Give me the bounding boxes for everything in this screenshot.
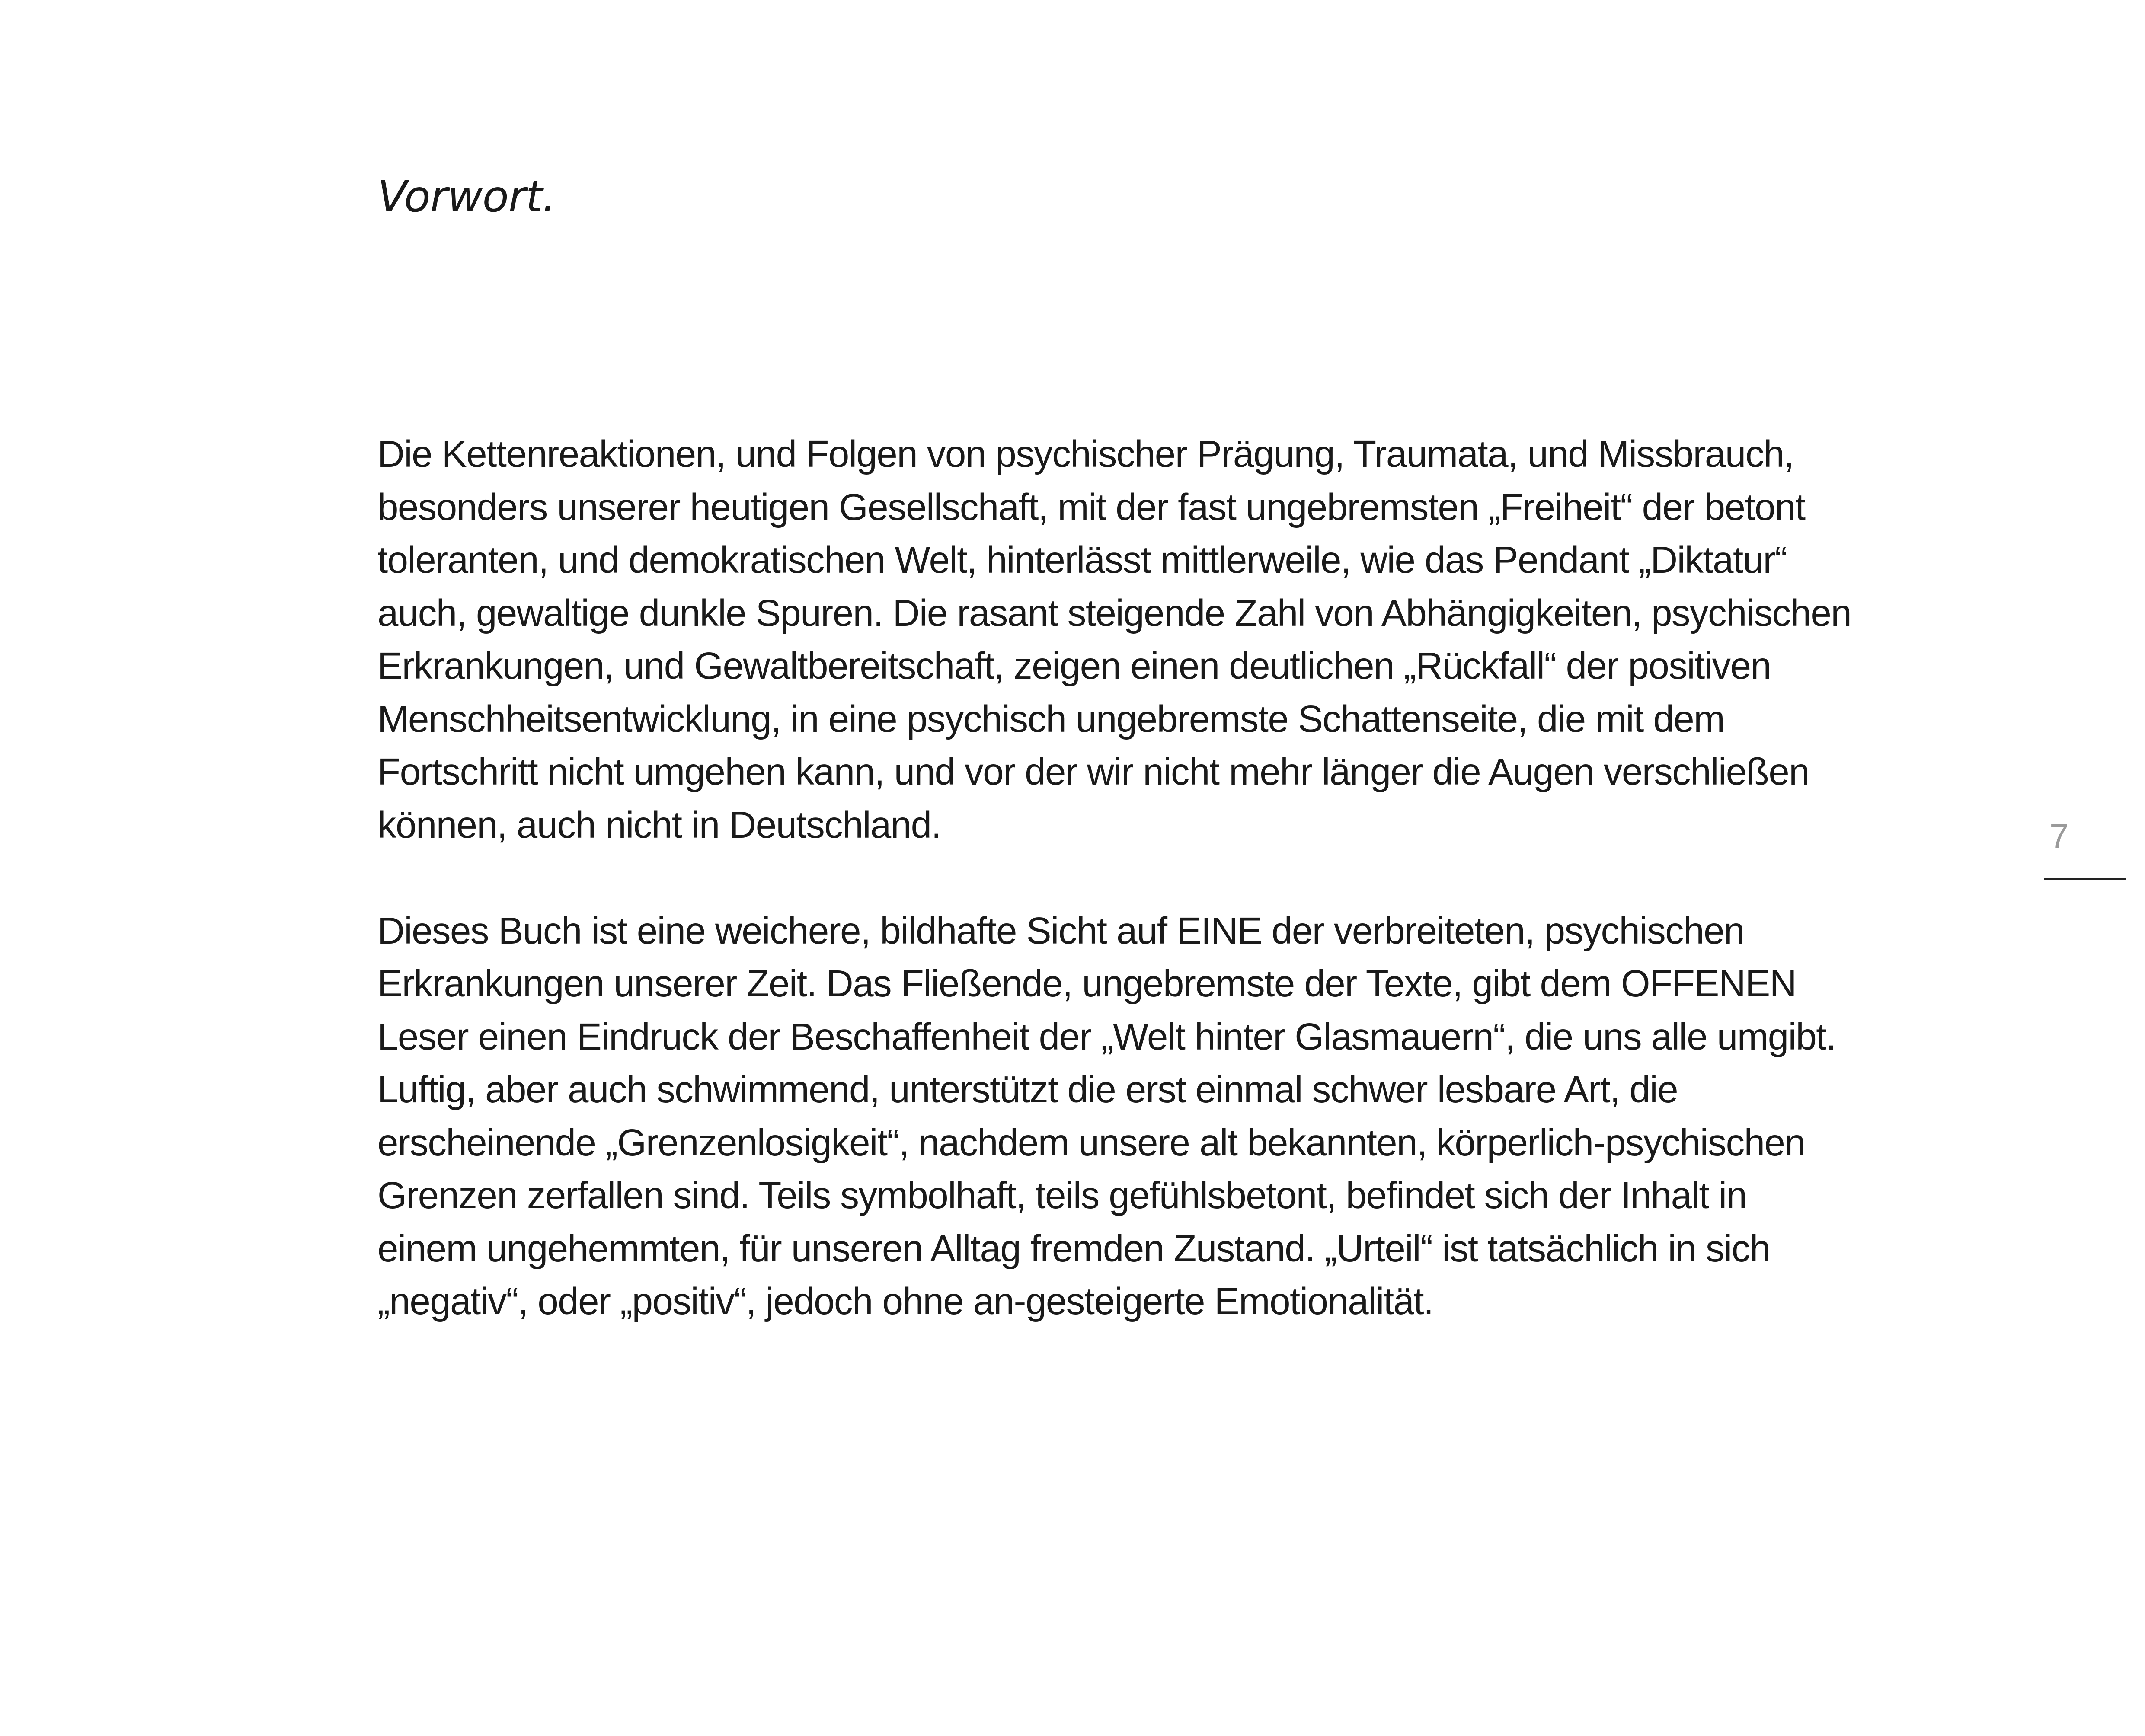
text-line: können, auch nicht in Deutschland. (377, 804, 941, 846)
page-number: 7 (2049, 817, 2069, 855)
chapter-heading: Vorwort. (377, 171, 556, 222)
text-line: Menschheitsentwicklung, in eine psychisch ungebremste Schattenseite, die mit dem (377, 698, 1725, 740)
page-number-rule (2044, 878, 2126, 880)
text-line: einem ungehemmten, für unseren Alltag fremden Zustand. „Urteil“ ist tatsächlich in sich (377, 1227, 1770, 1270)
text-line: Grenzen zerfallen sind. Teils symbolhaft, teils gefühlsbetont, befindet sich der Inhalt in (377, 1174, 1747, 1216)
paragraph-2 (377, 905, 2020, 1328)
text-line: auch, gewaltige dunkle Spuren. Die rasant steigende Zahl von Abhängigkeiten, psychischen (377, 592, 1851, 634)
text-line: Dieses Buch ist eine weichere, bildhafte Sicht auf EINE der verbreiteten, psychischen (377, 909, 1744, 952)
text-line: Die Kettenreaktionen, und Folgen von psychischer Prägung, Traumata, und Missbrauch, (377, 433, 1794, 475)
text-line: toleranten, und demokratischen Welt, hinterlässt mittlerweile, wie das Pendant „Diktatur“ (377, 539, 1787, 581)
text-line: besonders unserer heutigen Gesellschaft, mit der fast ungebremsten „Freiheit“ der betont (377, 486, 1805, 528)
text-line: Leser einen Eindruck der Beschaffenheit der „Welt hinter Glasmauern“, die uns alle umgibt. (377, 1015, 1836, 1058)
text-line: Erkrankungen unserer Zeit. Das Fließende, ungebremste der Texte, gibt dem OFFENEN (377, 963, 1797, 1005)
paragraph-spacer (377, 852, 2020, 905)
paragraph-1 (377, 428, 2020, 852)
body-text (377, 428, 2020, 1328)
text-line: „negativ“, oder „positiv“, jedoch ohne an-gesteigerte Emotionalität. (377, 1280, 1433, 1322)
text-line: Fortschritt nicht umgehen kann, und vor der wir nicht mehr länger die Augen verschließen (377, 751, 1809, 793)
text-line: erscheinende „Grenzenlosigkeit“, nachdem unsere alt bekannten, körperlich-psychischen (377, 1121, 1805, 1164)
text-line: Luftig, aber auch schwimmend, unterstützt die erst einmal schwer lesbare Art, die (377, 1069, 1678, 1111)
text-line: Erkrankungen, und Gewaltbereitschaft, zeigen einen deutlichen „Rückfall“ der positiven (377, 645, 1771, 687)
